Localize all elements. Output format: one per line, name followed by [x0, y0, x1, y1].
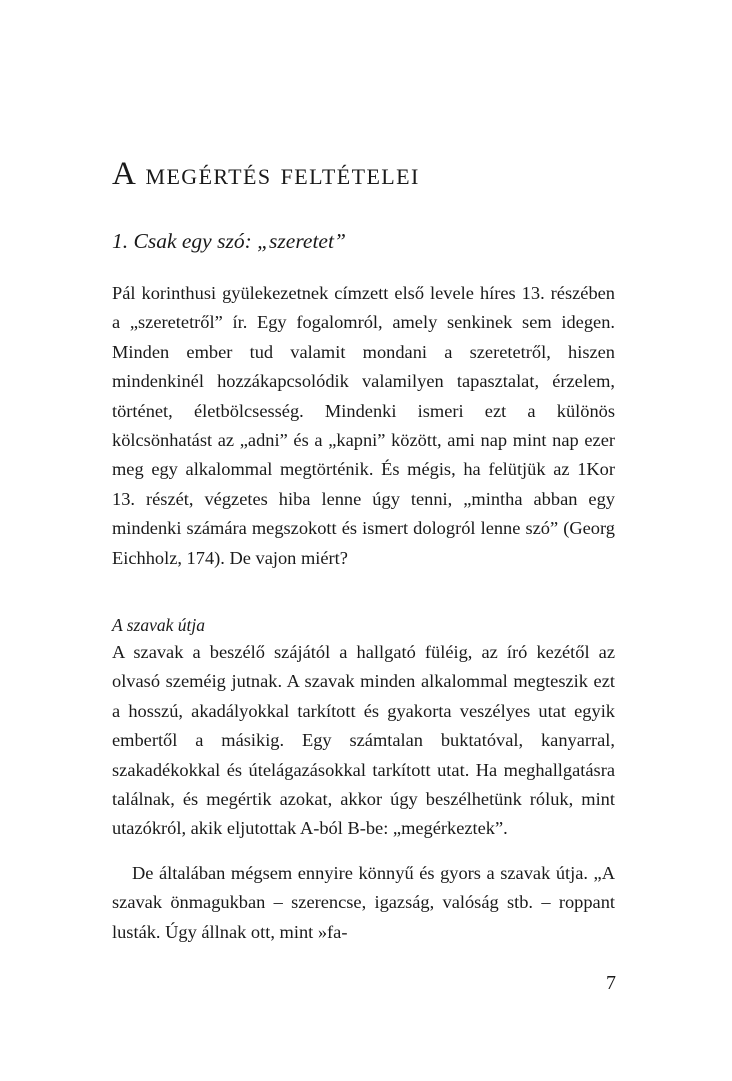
body-paragraph-2: A szavak a beszélő szájától a hallgató füléig, az író kezétől az olvasó szeméig jutnak. A szavak minden alkalommal megteszik ezt a hosszú, akadályokkal tarkított és gyakorta veszélyes utat egyik embertől a másikig. Egy számtalan buktatóval, kanyarral, szakadékokkal és útelágazásokkal tarkított utat. Ha meghallgatásra találnak, és megértik azokat, akkor úgy beszélhetünk róluk, mint utazókról, akik eljutottak A-ból B-be: „megérkeztek”.	[112, 642, 615, 839]
section-heading: 1. Csak egy szó: „szeretet”	[112, 229, 346, 253]
chapter-title-rest: megértés feltételei	[136, 156, 420, 191]
subsection-heading: A szavak útja	[112, 615, 206, 635]
body-paragraph-3: De általában mégsem ennyire könnyű és gyors a szavak útja. „A szavak önmagukban – szerencse, igazság, valóság stb. – roppant lusták. Úgy állnak ott, mint »fa-	[112, 863, 615, 942]
body-paragraph-1: Pál korinthusi gyülekezetnek címzett első levele híres 13. részében a „szeretetről” ír. Egy fogalomról, amely senkinek sem idegen. Minden ember tud valamit mondani a szeretetről, hiszen mindenkinél hozzákapcsolódik valamilyen tapasztalat, érzelem, történet, életbölcsesség. Mindenki ismeri ezt a különös kölcsönhatást az „adni” és a „kapni” között, ami nap mint nap ezer meg egy alkalommal megtörténik. És mégis, ha felütjük az 1Kor 13. részét, végzetes hiba lenne úgy tenni, „mintha abban egy mindenki számára megszokott és ismert dologról lenne szó” (Georg Eichholz, 174). De vajon miért?	[112, 283, 615, 568]
chapter-title-initial: A	[112, 156, 137, 192]
page-number: 7	[606, 972, 616, 994]
chapter-title	[112, 155, 622, 195]
